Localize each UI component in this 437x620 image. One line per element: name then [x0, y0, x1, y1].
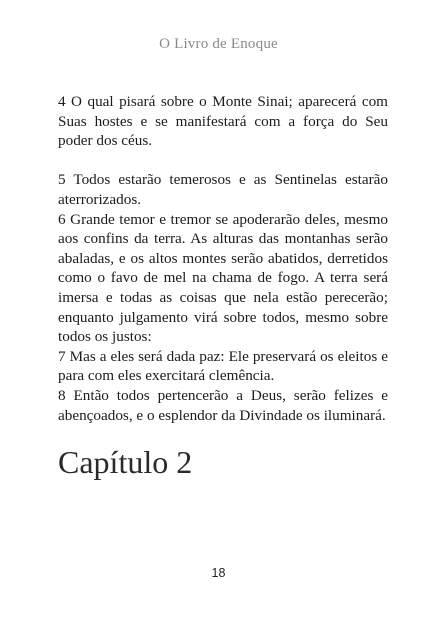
verse-8: 8 Então todos pertencerão a Deus, serão felizes e abençoados, e o esplendor da Divindade os iluminará. — [58, 386, 388, 424]
verse-6: 6 Grande temor e tremor se apoderarão deles, mesmo aos confins da terra. As alturas das montanhas serão abaladas, e os altos montes serão abatidos, derretidos como o favo de mel na chama de fogo. A terra será imersa e todas as coisas que nela estão perecerão; enquanto julgamento virá sobre todos, mesmo sobre todos os justos: — [58, 210, 388, 346]
verse-7: 7 Mas a eles será dada paz: Ele preservará os eleitos e para com eles exercitará clemência. — [58, 347, 388, 385]
body-text — [58, 92, 388, 425]
verse-5: 5 Todos estarão temerosos e as Sentinelas estarão aterrorizados. — [58, 171, 388, 208]
page-number: 18 — [211, 566, 226, 580]
verse-4: 4 O qual pisará sobre o Monte Sinai; aparecerá com Suas hostes e se manifestará com a força do Seu poder dos céus. — [58, 93, 388, 150]
running-header: O Livro de Enoque — [159, 36, 278, 52]
chapter-heading: Capítulo 2 — [58, 444, 193, 480]
paragraph-spacer — [58, 151, 388, 171]
